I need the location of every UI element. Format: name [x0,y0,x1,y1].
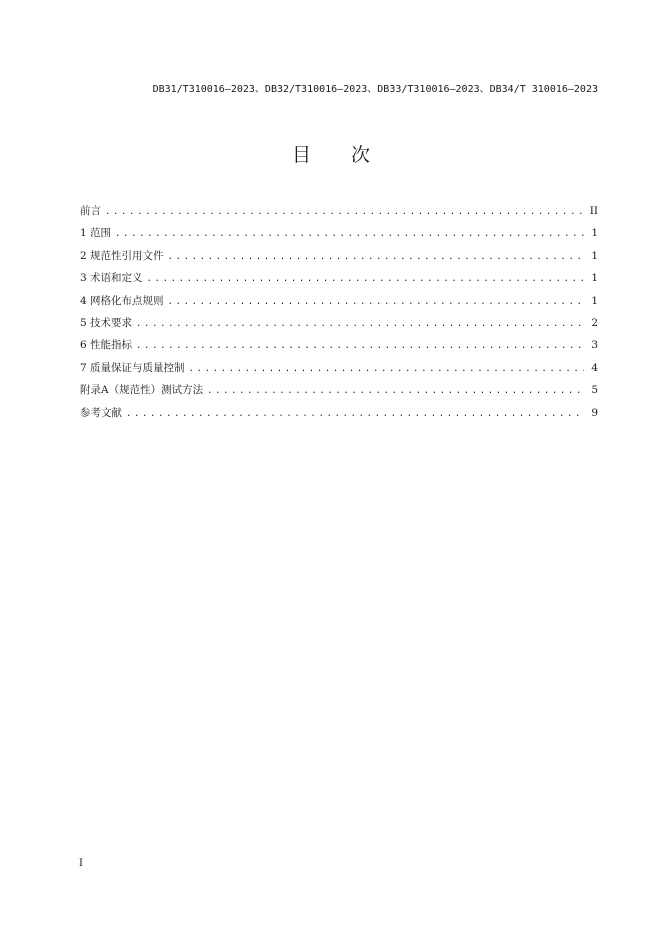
page-title-char-2: 次 [351,144,371,166]
toc-entry-grid-layout-rules[interactable] [80,290,598,312]
toc-entry-label: 4 网格化布点规则 [80,294,164,307]
toc-entry-performance-indicators[interactable] [80,334,598,356]
toc-entry-normative-references[interactable] [80,245,598,267]
toc-leader-dots [115,223,584,245]
toc-entry-page: 4 [591,361,598,374]
toc-entry-page: 3 [591,339,598,352]
page-number: I [79,858,83,869]
toc-entry-label: 6 性能指标 [80,339,133,352]
toc-entry-label: 参考文献 [80,406,122,419]
toc-entry-terms-definitions[interactable] [80,267,598,289]
toc-entry-bibliography[interactable] [80,402,598,424]
toc-entry-foreword[interactable] [80,200,598,222]
toc-leader-dots [207,380,584,402]
toc-entry-page: 9 [591,406,598,419]
toc-entry-page: 1 [591,294,598,307]
toc-leader-dots [189,358,584,380]
toc-leader-dots [105,201,584,223]
toc-entry-label: 3 术语和定义 [80,272,143,285]
page-title [0,140,662,167]
toc-entry-page: 2 [591,316,598,329]
toc-entry-appendix-a[interactable] [80,379,598,401]
toc-entry-label: 前言 [80,205,101,217]
toc-entry-page: 1 [591,272,598,285]
toc-leader-dots [136,335,584,357]
toc-leader-dots [168,246,584,268]
toc-leader-dots [147,268,584,290]
toc-entry-page: 1 [591,249,598,262]
toc-entry-quality-assurance[interactable] [80,357,598,379]
toc-entry-scope[interactable] [80,222,598,244]
toc-leader-dots [136,313,584,335]
page-title-char-1: 目 [291,144,311,166]
toc-entry-label: 7 质量保证与质量控制 [80,361,185,374]
toc-leader-dots [168,291,584,313]
toc-entry-label: 1 范围 [80,227,112,240]
toc-entry-page: 5 [591,384,598,397]
toc-entry-label: 附录A（规范性）测试方法 [80,384,204,397]
toc-leader-dots [126,403,584,425]
toc-entry-page: 1 [591,227,598,240]
toc-entry-label: 2 规范性引用文件 [80,249,164,262]
toc-entry-technical-requirements[interactable] [80,312,598,334]
standard-codes-header: DB31/T310016—2023、DB32/T310016—2023、DB33/T310016—2023、DB34/T 310016—2023 [152,84,598,95]
toc-entry-page: II [589,205,598,217]
table-of-contents [80,200,598,424]
toc-entry-label: 5 技术要求 [80,316,133,329]
